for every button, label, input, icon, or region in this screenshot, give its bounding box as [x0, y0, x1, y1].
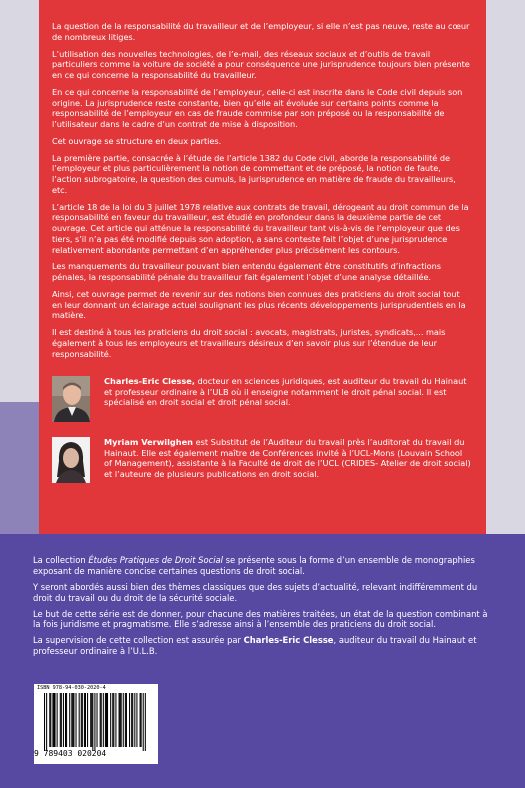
- summary-paragraph: L’article 18 de la loi du 3 juillet 1978 relative aux contrats de travail, dérogeant au droit commun de la responsabilité en faveur du travailleur, est étudié en profondeur dans la deuxième partie de cet ouvrage. Cet article qui atténue la responsabilité du travailleur tant vis-à-vis de l’employeur que des tiers, s’il n’a pas été modifié depuis son adoption, a sans conteste fait l’objet d’une jurisprudence relativement abondante permettant d’en appréhender plus précisément les contours.: [52, 201, 469, 255]
- summary-paragraph: Les manquements du travailleur pouvant bien entendu également être constitutifs d’infractions pénales, la responsabilité pénale du travailleur fait également l’objet d’une analyse détaillée.: [52, 261, 441, 283]
- barcode-bar: [119, 693, 120, 747]
- barcode-bar: [53, 693, 54, 747]
- left-stripe: [0, 0, 39, 534]
- collection-paragraph-1: [33, 555, 493, 577]
- barcode-bar: [101, 693, 102, 747]
- supervisor-name: Charles-Eric Clesse: [243, 635, 334, 646]
- barcode-bar: [103, 693, 104, 747]
- barcode-bar: [132, 693, 133, 747]
- barcode-bar: [140, 693, 141, 747]
- barcode-bar: [100, 693, 101, 747]
- barcode-bar: [131, 693, 132, 747]
- barcode-bar: [49, 693, 50, 747]
- barcode-bar: [145, 693, 146, 751]
- text-span: , auditeur du travail du Hainaut et professeur ordinaire à l’U.L.B.: [33, 635, 477, 657]
- barcode-digits: 9 789403 020204: [34, 749, 107, 758]
- barcode-bar: [81, 693, 82, 747]
- summary-paragraph: Cet ouvrage se structure en deux parties.: [52, 135, 222, 146]
- barcode-bar: [136, 693, 137, 747]
- barcode-bar: [65, 693, 66, 747]
- summary-paragraph: L’utilisation des nouvelles technologies, de l’e-mail, des réseaux sociaux et d’outils de travail particuliers comme la voiture de société a pour conséquence une jurisprudence toujours bien présente en ce qui concerne la responsabilité du travailleur.: [52, 48, 470, 80]
- barcode-bar: [94, 693, 95, 751]
- author-description: est Substitut de l’Auditeur du travail près l’auditorat du travail du Hainaut. Elle est également maître de Conférences invité à l’UCL-Mons (Louvain School of Management), assistante à la Faculté de droit de l’UCL (CRIDES- Atelier de droit social) et l’auteure de plusieurs publications en droit social.: [104, 437, 471, 480]
- collection-paragraph-3: Le but de cette série est de donner, pour chacune des matières traitées, un état de la question combinant à la fois juridisme et pragmatisme. Elle s’adresse ainsi à l’ensemble des praticiens du droit social.: [33, 608, 488, 630]
- barcode-bar: [107, 693, 108, 747]
- barcode-bar: [125, 693, 126, 747]
- barcode-bar: [84, 693, 85, 747]
- author-description: docteur en sciences juridiques, est auditeur du travail du Hainaut et professeur ordinaire à l’ULB où il enseigne notamment le droit pénal social. Il est spécialisé en droit social et droit pénal social.: [104, 376, 467, 408]
- author-name: Charles-Eric Clesse,: [104, 376, 195, 386]
- barcode-bar: [87, 693, 88, 747]
- author-block-verwilghen: [52, 437, 472, 487]
- barcode-bar: [61, 693, 62, 747]
- barcode-bar: [82, 693, 83, 747]
- summary-text: [52, 21, 470, 366]
- barcode-bar: [129, 693, 130, 747]
- barcode-bar: [97, 693, 98, 747]
- collection-title: Études Pratiques de Droit Social: [88, 555, 223, 565]
- barcode-bar: [71, 693, 72, 747]
- text-span: se présente sous la forme d’un ensemble de monographies exposant de manière concise certaines questions de droit social.: [33, 555, 475, 576]
- barcode-bar: [115, 693, 116, 747]
- barcode-bar: [50, 693, 51, 747]
- right-stripe: [486, 0, 525, 534]
- barcode-bar: [112, 693, 113, 747]
- barcode-bar: [57, 693, 58, 747]
- barcode-bar: [105, 693, 106, 747]
- barcode-bar: [60, 693, 61, 747]
- barcode-bar: [141, 693, 142, 747]
- author-photo-clesse: [52, 376, 90, 422]
- barcode-bar: [106, 693, 107, 747]
- barcode-bar: [85, 693, 86, 747]
- barcode-bar: [52, 693, 53, 747]
- barcode-bar: [73, 693, 74, 747]
- summary-paragraph: La première partie, consacrée à l’étude de l’article 1382 du Code civil, aborde la responsabilité de l’employeur et plus particulièrement la notion de commettant et de préposé, la notion de faute, l’action subrogatoire, la question des cumuls, la jurisprudence en matière de fraude du travailleurs, etc.: [52, 152, 456, 195]
- author-block-clesse: [52, 376, 472, 426]
- barcode-bar: [120, 693, 121, 747]
- barcode-bar: [76, 693, 77, 747]
- isbn-barcode: [34, 684, 158, 764]
- author-bio-clesse: [104, 376, 472, 408]
- barcode-bar: [91, 693, 92, 747]
- barcode-bar: [110, 693, 111, 747]
- barcode-bar: [143, 693, 144, 751]
- author-bio-verwilghen: [104, 437, 472, 480]
- author-name: Myriam Verwilghen: [104, 437, 193, 447]
- barcode-bar: [90, 693, 91, 747]
- barcode-bar: [44, 693, 45, 751]
- author-photo-verwilghen: [52, 437, 90, 483]
- collection-paragraph-2: Y seront abordés aussi bien des thèmes classiques que des sujets d’actualité, relevant indifféremment du droit du travail ou du droit de la sécurité sociale.: [33, 581, 478, 603]
- barcode-bar: [92, 693, 93, 751]
- barcode-bar: [123, 693, 124, 747]
- summary-paragraph: La question de la responsabilité du travailleur et de l’employeur, si elle n’est pas neuve, reste au cœur de nombreux litiges.: [52, 21, 470, 42]
- barcode-bar: [79, 693, 80, 747]
- barcode-bar: [121, 693, 122, 747]
- barcode-bar: [134, 693, 135, 747]
- text-span: La collection: [33, 555, 89, 565]
- barcode-bar: [72, 693, 73, 747]
- summary-paragraph: En ce qui concerne la responsabilité de l’employeur, celle-ci est inscrite dans le Code civil depuis son origine. La jurisprudence reste constante, bien qu’elle ait évoluée sur certains points comme la responsabilité de l’employeur en cas de fraude commise par son préposé ou la responsabilité de l’utilisateur dans le cadre d’un contrat de mise à disposition.: [52, 86, 463, 129]
- left-purple-accent: [0, 402, 39, 534]
- barcode-bar: [66, 693, 67, 747]
- barcode-bar: [126, 693, 127, 747]
- summary-paragraph: Il est destiné à tous les praticiens du droit social : avocats, magistrats, juristes, syndicats,... mais également à tous les employeurs et travailleurs désireux d’en savoir plus sur l’étendue de leur responsabilité.: [52, 327, 446, 359]
- barcode-bar: [113, 693, 114, 747]
- summary-paragraph: Ainsi, cet ouvrage permet de revenir sur des notions bien connues des praticiens du droit social tout en leur donnant un éclairage actuel soulignant les plus récents développements jurisprudentiels en la matière.: [52, 289, 466, 321]
- text-span: La supervision de cette collection est assurée par: [33, 635, 244, 646]
- barcode-bar: [69, 693, 70, 747]
- barcode-bar: [63, 693, 64, 747]
- collection-text: [33, 555, 493, 662]
- collection-paragraph-4: [33, 635, 493, 657]
- barcode-bar: [46, 693, 47, 751]
- barcode-bar: [55, 693, 56, 747]
- isbn-label: ISBN 978-94-030-2020-4: [37, 685, 106, 691]
